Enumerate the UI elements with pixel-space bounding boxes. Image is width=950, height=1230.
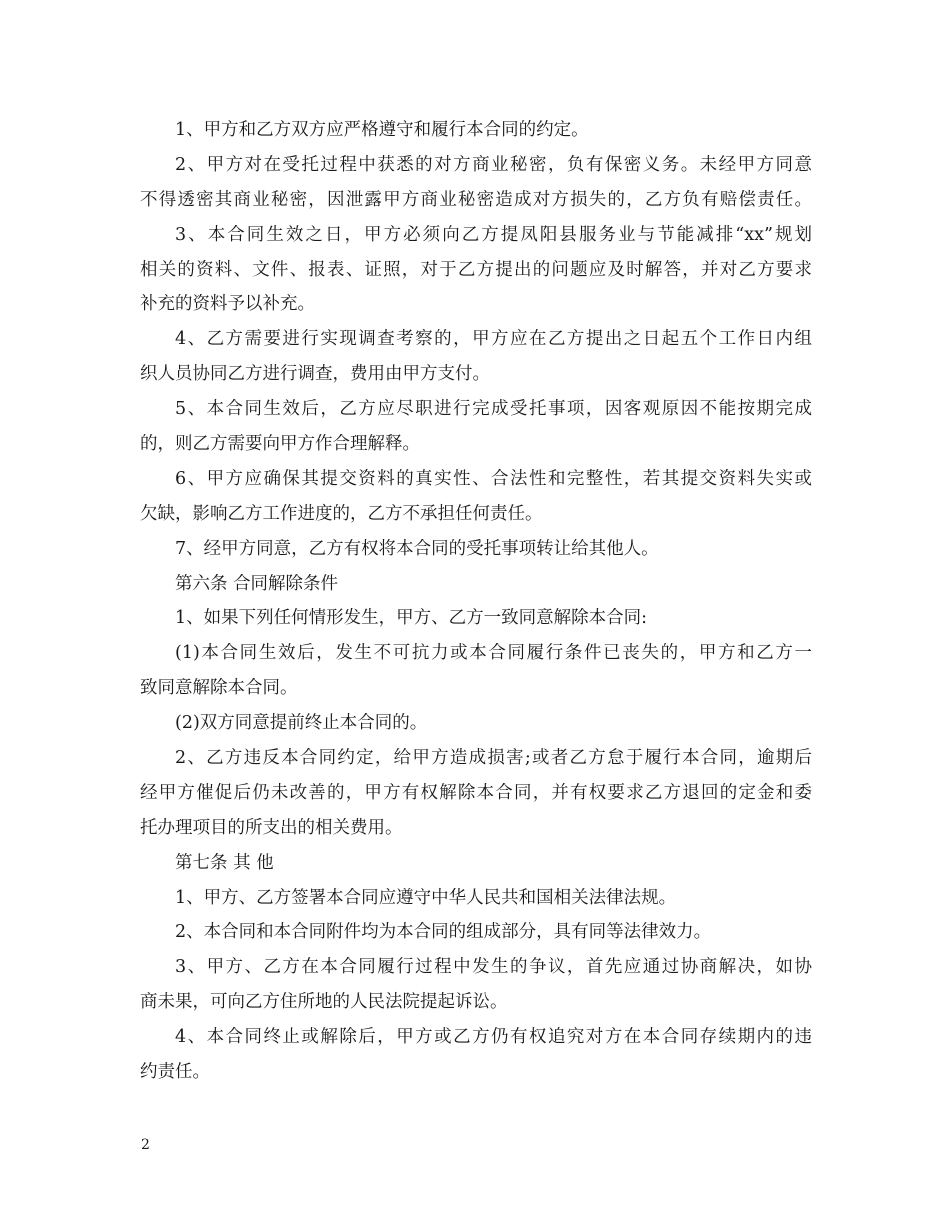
text-line: 1、甲方、乙方签署本合同应遵守中华人民共和国相关法律法规。 bbox=[175, 887, 677, 908]
text-line: 2、本合同和本合同附件均为本合同的组成部分，具有同等法律效力。 bbox=[175, 922, 712, 943]
text-line: 的，则乙方需要向甲方作合理解释。 bbox=[140, 434, 420, 455]
text-line: 5、本合同生效后，乙方应尽职进行完成受托事项，因客观原因不能按期完成 bbox=[175, 399, 812, 420]
text-line: 商未果，可向乙方住所地的人民法院提起诉讼。 bbox=[140, 992, 508, 1013]
text-line: (1)本合同生效后，发生不可抗力或本合同履行条件已丧失的，甲方和乙方一 bbox=[175, 643, 812, 664]
text-line: 织人员协同乙方进行调查，费用由甲方支付。 bbox=[140, 364, 490, 385]
text-line: 托办理项目的所支出的相关费用。 bbox=[140, 817, 403, 838]
text-line: 4、乙方需要进行实现调查考察的，甲方应在乙方提出之日起五个工作日内组 bbox=[175, 329, 812, 350]
text-line: 1、甲方和乙方双方应严格遵守和履行本合同的约定。 bbox=[175, 120, 589, 140]
text-line: 2、乙方违反本合同约定，给甲方造成损害;或者乙方怠于履行本合同，逾期后 bbox=[175, 748, 812, 769]
text-line: 3、甲方、乙方在本合同履行过程中发生的争议，首先应通过协商解决，如协 bbox=[175, 957, 812, 978]
text-line: 不得透密其商业秘密，因泄露甲方商业秘密造成对方损失的，乙方负有赔偿责任。 bbox=[140, 189, 812, 210]
page-number: 2 bbox=[141, 1137, 150, 1153]
text-line: 6、甲方应确保其提交资料的真实性、合法性和完整性，若其提交资料失实或 bbox=[175, 468, 812, 489]
text-line: 约责任。 bbox=[140, 1062, 210, 1083]
document-body bbox=[140, 117, 812, 1094]
text-line: 补充的资料予以补充。 bbox=[140, 294, 315, 315]
text-line: 致同意解除本合同。 bbox=[140, 678, 298, 699]
text-line: 1、如果下列任何情形发生，甲方、乙方一致同意解除本合同: bbox=[175, 608, 648, 629]
text-line: 相关的资料、文件、报表、证照，对于乙方提出的问题应及时解答，并对乙方要求 bbox=[140, 259, 812, 280]
text-line: 7、经甲方同意，乙方有权将本合同的受托事项转让给其他人。 bbox=[175, 538, 659, 559]
text-line: 4、本合同终止或解除后，甲方或乙方仍有权追究对方在本合同存续期内的违 bbox=[175, 1027, 812, 1048]
text-line: 欠缺，影响乙方工作进度的，乙方不承担任何责任。 bbox=[140, 503, 543, 524]
text-line: 经甲方催促后仍未改善的，甲方有权解除本合同，并有权要求乙方退回的定金和委 bbox=[140, 782, 812, 803]
text-line: 第六条 合同解除条件 bbox=[175, 573, 339, 594]
text-line: 3、本合同生效之日，甲方必须向乙方提凤阳县服务业与节能减排“xx”规划 bbox=[175, 224, 812, 245]
text-line: 第七条 其 他 bbox=[175, 852, 274, 873]
text-line: (2)双方同意提前终止本合同的。 bbox=[175, 713, 428, 734]
text-line: 2、甲方对在受托过程中获悉的对方商业秘密，负有保密义务。未经甲方同意 bbox=[175, 154, 812, 175]
